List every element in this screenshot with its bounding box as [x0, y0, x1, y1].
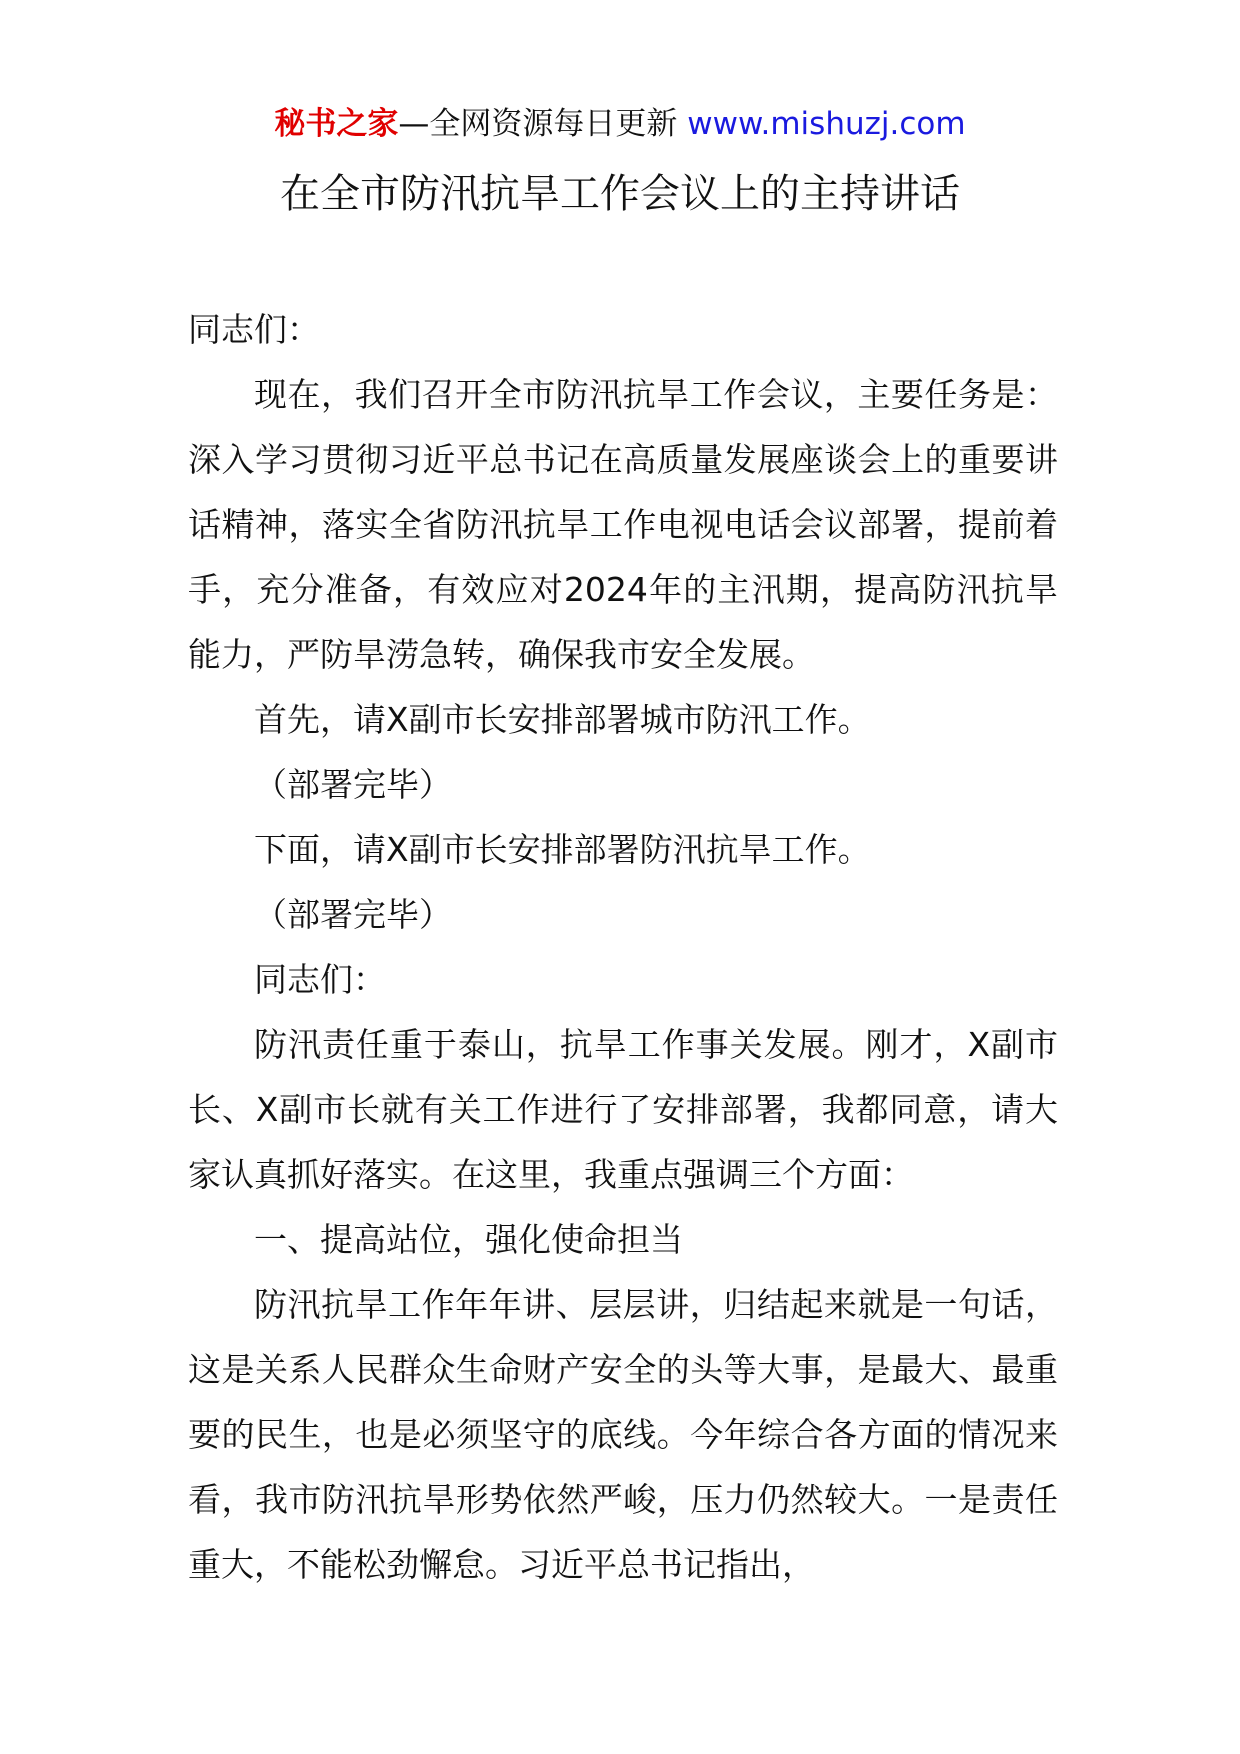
site-header — [0, 104, 1240, 144]
paragraph: 现在，我们召开全市防汛抗旱工作会议，主要任务是：深入学习贯彻习近平总书记在高质量发展座谈会上的重要讲话精神，落实全省防汛抗旱工作电视电话会议部署，提前着手，充分准备，有效应对2024年的主汛期，提高防汛抗旱能力，严防旱涝急转，确保我市安全发展。 — [188, 375, 1058, 674]
section-heading: 一、提高站位，强化使命担当 — [254, 1220, 683, 1259]
site-url-link[interactable]: www.mishuzj.com — [687, 106, 966, 142]
paragraph: （部署完毕） — [254, 895, 452, 934]
paragraph: 首先，请X副市长安排部署城市防汛工作。 — [254, 700, 871, 739]
paragraph: 下面，请X副市长安排部署防汛抗旱工作。 — [254, 830, 871, 869]
brand-name: 秘书之家 — [274, 106, 399, 142]
document-title: 在全市防汛抗旱工作会议上的主持讲话 — [280, 171, 960, 217]
paragraph-salutation-2: 同志们： — [254, 960, 386, 999]
paragraph-salutation: 同志们： — [188, 310, 320, 349]
document-body — [188, 297, 1058, 1597]
header-tagline: —全网资源每日更新 — [398, 106, 678, 142]
paragraph: 防汛抗旱工作年年讲、层层讲，归结起来就是一句话，这是关系人民群众生命财产安全的头等大事，是最大、最重要的民生，也是必须坚守的底线。今年综合各方面的情况来看，我市防汛抗旱形势依然严峻，压力仍然较大。一是责任重大，不能松劲懈怠。习近平总书记指出， — [188, 1285, 1058, 1584]
paragraph: （部署完毕） — [254, 765, 452, 804]
paragraph: 防汛责任重于泰山，抗旱工作事关发展。刚才，X副市长、X副市长就有关工作进行了安排部署，我都同意，请大家认真抓好落实。在这里，我重点强调三个方面： — [188, 1025, 1058, 1194]
